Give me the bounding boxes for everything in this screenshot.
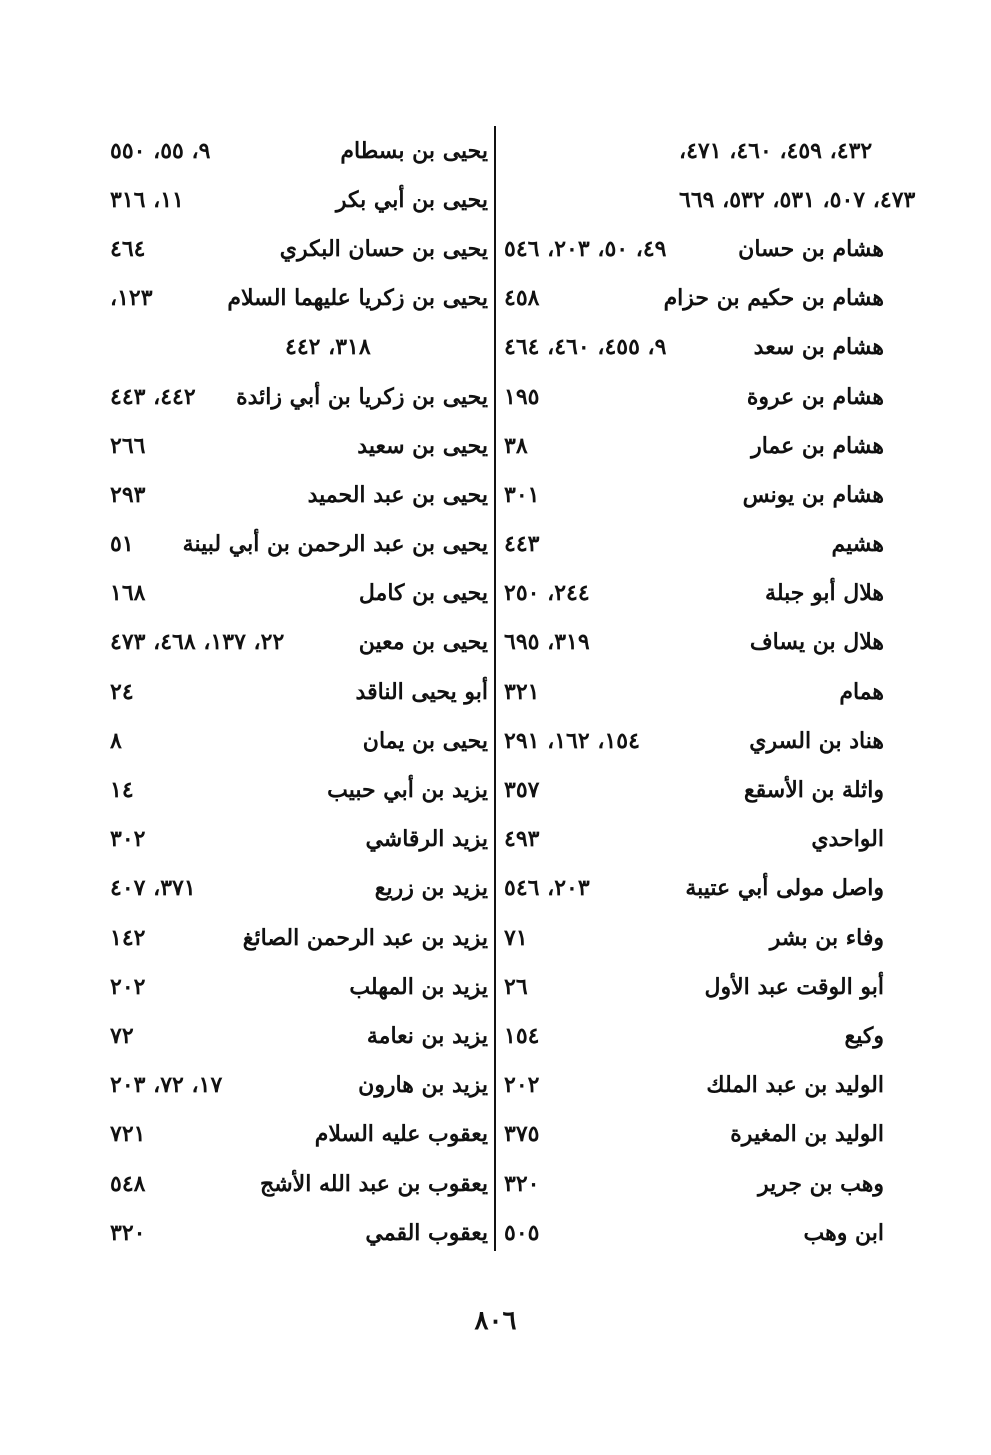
entry-pages: ٧٢ <box>110 1022 134 1049</box>
index-entry <box>504 716 884 765</box>
index-entry <box>110 520 488 569</box>
entry-name: يعقوب القمي <box>365 1219 488 1246</box>
index-entry <box>110 815 488 864</box>
right-index-column <box>504 126 916 1257</box>
entry-pages: ١٢٣، <box>110 285 153 312</box>
entry-pages: ١٥٤، ١٦٢، ٢٩١ <box>504 727 640 754</box>
entry-pages: ٥١ <box>110 531 134 558</box>
index-entry <box>504 569 884 618</box>
index-entry <box>110 224 488 273</box>
entry-pages: ٢٠٣، ٥٤٦ <box>504 875 590 902</box>
entry-name: أبو الوقت عبد الأول <box>704 973 884 1000</box>
entry-pages: ١٤ <box>110 777 134 804</box>
index-entry <box>110 569 488 618</box>
entry-name: يزيد بن المهلب <box>349 973 488 1000</box>
column-divider <box>494 126 496 1251</box>
entry-name: الواحدي <box>811 826 884 853</box>
entry-name: يحيى بن أبي بكر <box>335 186 488 213</box>
index-entry <box>110 765 488 814</box>
entry-pages: ١٧، ٧٢، ٢٠٣ <box>110 1072 223 1099</box>
entry-pages: ٢٤ <box>110 678 134 705</box>
entry-pages: ٢٦٦ <box>110 432 146 459</box>
index-entry <box>110 372 488 421</box>
index-entry <box>110 1208 488 1257</box>
index-entry <box>504 765 884 814</box>
entry-pages: ٩، ٥٥، ٥٥٠ <box>110 137 211 164</box>
entry-pages: ٢٢، ١٣٧، ٤٦٨، ٤٧٣ <box>110 629 285 656</box>
entry-pages: ٤٥٨ <box>504 285 540 312</box>
index-entry <box>110 323 488 372</box>
entry-name: يحيى بن معين <box>358 629 488 656</box>
entry-name: يزيد بن أبي حبيب <box>327 777 488 804</box>
index-entry <box>504 520 884 569</box>
entry-pages: ٣٢٠ <box>110 1219 146 1246</box>
left-index-column <box>110 126 488 1257</box>
entry-name: هشام بن سعد <box>753 334 884 361</box>
entry-name: يحيى بن عبد الحميد <box>307 481 488 508</box>
entry-pages: ٣٧٥ <box>504 1121 540 1148</box>
entry-pages: ٢٩٣ <box>110 481 146 508</box>
entry-pages: ٤٤٢، ٤٤٣ <box>110 383 196 410</box>
index-entry <box>504 470 884 519</box>
index-entry <box>504 667 884 716</box>
entry-name: وفاء بن بشر <box>769 924 884 951</box>
index-entry <box>504 1110 884 1159</box>
entry-pages: ٣٠١ <box>504 481 540 508</box>
entry-name: هشام بن يونس <box>742 481 884 508</box>
entry-name: هشام بن عروة <box>746 383 884 410</box>
entry-pages: ٣٧١، ٤٠٧ <box>110 875 196 902</box>
entry-pages: ٢٤٤، ٢٥٠ <box>504 580 590 607</box>
entry-pages: ٧١ <box>504 924 528 951</box>
index-entry <box>110 470 488 519</box>
index-entry <box>504 1061 884 1110</box>
entry-pages: ٧٢١ <box>110 1121 146 1148</box>
index-entry <box>504 1011 884 1060</box>
entry-pages: ٣١٩، ٦٩٥ <box>504 629 590 656</box>
entry-name: يزيد بن نعامة <box>366 1022 488 1049</box>
entry-name: يعقوب عليه السلام <box>314 1121 488 1148</box>
entry-pages: ١٩٥ <box>504 383 540 410</box>
entry-name: همام <box>839 678 884 705</box>
entry-pages: ٤٣٢، ٤٥٩، ٤٦٠، ٤٧١، <box>679 137 873 164</box>
entry-pages: ٨ <box>110 727 122 754</box>
entry-name: واصل مولى أبي عتيبة <box>685 875 884 902</box>
entry-pages: ٣٢١ <box>504 678 540 705</box>
entry-pages: ٣٨ <box>504 432 528 459</box>
index-entry <box>110 864 488 913</box>
entry-pages: ٢٠٢ <box>110 973 146 1000</box>
index-entry <box>504 126 884 175</box>
entry-name: يحيى بن يمان <box>362 727 488 754</box>
entry-name: يزيد الرقاشي <box>365 826 488 853</box>
entry-name: هشيم <box>831 531 884 558</box>
entry-name: يحيى بن سعيد <box>357 432 488 459</box>
entry-pages: ٣١٨، ٤٤٢ <box>285 334 371 361</box>
entry-pages: ٤٤٣ <box>504 531 540 558</box>
entry-name: يزيد بن هارون <box>358 1072 488 1099</box>
index-entry <box>504 913 884 962</box>
entry-name: يحيى بن زكريا بن أبي زائدة <box>236 383 488 410</box>
index-entry <box>110 274 488 323</box>
index-entry <box>504 323 884 372</box>
entry-pages: ٤٩، ٥٠، ٢٠٣، ٥٤٦ <box>504 235 667 262</box>
entry-pages: ٣٠٢ <box>110 826 146 853</box>
entry-pages: ٤٦٤ <box>110 235 146 262</box>
page-number: ٨٠٦ <box>474 1306 517 1336</box>
entry-name: يزيد بن زريع <box>374 875 488 902</box>
entry-pages: ١٥٤ <box>504 1022 540 1049</box>
index-entry <box>110 421 488 470</box>
index-entry <box>504 421 884 470</box>
entry-pages: ٣٥٧ <box>504 777 540 804</box>
index-entry <box>504 1208 884 1257</box>
index-entry <box>504 274 884 323</box>
entry-name: يزيد بن عبد الرحمن الصائغ <box>242 924 488 951</box>
entry-pages: ٣٢٠ <box>504 1170 540 1197</box>
entry-name: هناد بن السري <box>749 727 884 754</box>
index-entry <box>110 716 488 765</box>
index-entry <box>110 618 488 667</box>
entry-name: يحيى بن حسان البكري <box>279 235 488 262</box>
entry-name: يعقوب بن عبد الله الأشج <box>260 1170 488 1197</box>
entry-name: يحيى بن زكريا عليهما السلام <box>227 285 488 312</box>
index-entry <box>504 224 884 273</box>
entry-name: الوليد بن عبد الملك <box>706 1072 884 1099</box>
entry-name: الوليد بن المغيرة <box>730 1121 884 1148</box>
index-entry <box>504 618 884 667</box>
index-entry <box>110 126 488 175</box>
entry-pages: ٩، ٤٥٥، ٤٦٠، ٤٦٤ <box>504 334 667 361</box>
entry-pages: ٥٤٨ <box>110 1170 146 1197</box>
index-entry <box>110 1159 488 1208</box>
entry-name: يحيى بن كامل <box>358 580 488 607</box>
entry-name: هلال أبو جبلة <box>765 580 884 607</box>
index-entry <box>110 1061 488 1110</box>
entry-pages: ٢٠٢ <box>504 1072 540 1099</box>
entry-name: هشام بن عمار <box>751 432 884 459</box>
entry-pages: ٤٧٣، ٥٠٧، ٥٣١، ٥٣٢، ٦٦٩ <box>679 186 916 213</box>
entry-name: ابن وهب <box>803 1219 884 1246</box>
entry-pages: ١١، ٣١٦ <box>110 186 184 213</box>
index-entry <box>504 864 884 913</box>
index-entry <box>504 962 884 1011</box>
entry-name: وهب بن جرير <box>757 1170 884 1197</box>
index-entry <box>110 175 488 224</box>
index-entry <box>110 1011 488 1060</box>
entry-pages: ٤٩٣ <box>504 826 540 853</box>
index-entry <box>504 815 884 864</box>
entry-name: وكيع <box>844 1022 884 1049</box>
entry-pages: ٥٠٥ <box>504 1219 540 1246</box>
entry-name: يحيى بن عبد الرحمن بن أبي لبينة <box>182 531 488 558</box>
entry-name: هشام بن حكيم بن حزام <box>663 285 884 312</box>
index-entry <box>110 667 488 716</box>
entry-name: هشام بن حسان <box>738 235 884 262</box>
entry-pages: ٢٦ <box>504 973 528 1000</box>
index-entry <box>504 175 916 224</box>
index-entry <box>504 1159 884 1208</box>
entry-name: هلال بن يساف <box>749 629 884 656</box>
entry-pages: ١٤٢ <box>110 924 146 951</box>
entry-name: يحيى بن بسطام <box>340 137 488 164</box>
index-entry <box>110 913 488 962</box>
entry-name: واثلة بن الأسقع <box>743 777 884 804</box>
entry-name: أبو يحيى الناقد <box>355 678 488 705</box>
index-entry <box>110 962 488 1011</box>
index-entry <box>110 1110 488 1159</box>
index-entry <box>504 372 884 421</box>
entry-pages: ١٦٨ <box>110 580 146 607</box>
